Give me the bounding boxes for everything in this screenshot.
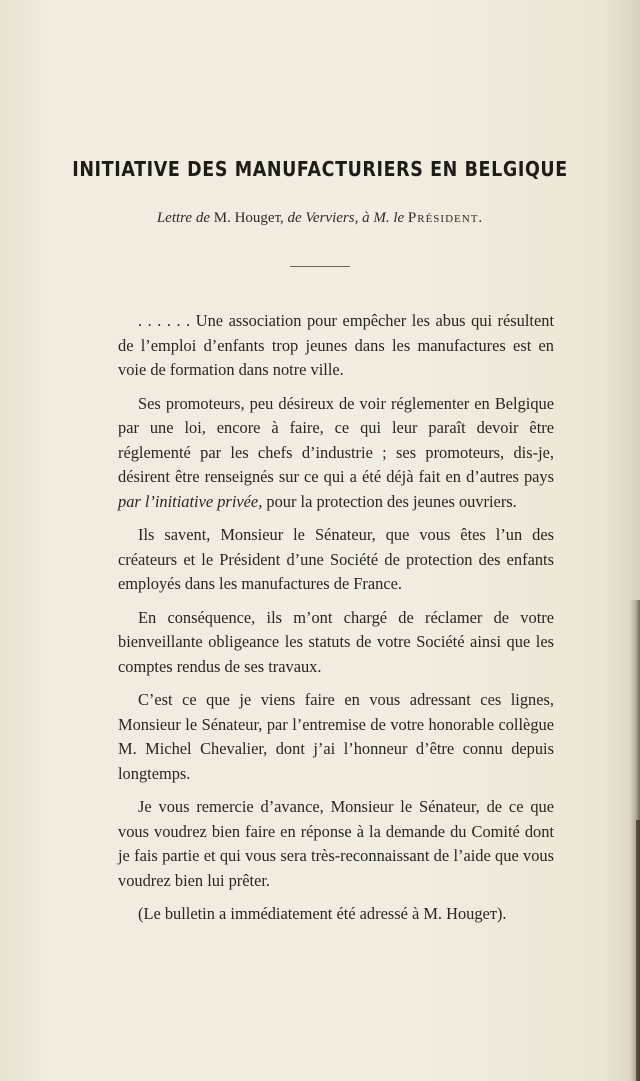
paragraph-4-text: En conséquence, ils m’ont chargé de réclamer de votre bienveillante obligeance les statuts de votre Société ainsi que les comptes rendus de ses travaux. <box>118 607 554 676</box>
paragraph-3-text: Ils savent, Monsieur le Sénateur, que vous êtes l’un des créateurs et le Président d’une Société de protection des enfants employés dans les manufactures de France. <box>118 525 554 593</box>
paragraph-6-text: Je vous remercie d’avance, Monsieur le Sénateur, de ce que vous voudrez bien faire en réponse à la demande du Comité dont je fais partie et qui vous sera très-reconnaissant de l’aide que vous voudrez bien lui prêter. <box>118 797 554 890</box>
letter-body <box>118 309 554 927</box>
subtitle-prefix: Lettre de <box>156 210 210 226</box>
section-divider <box>290 266 350 267</box>
paragraph-1-text: . . . . . . Une association pour empêcher les abus qui résultent de l’emploi d’enfants trop jeunes dans les manufactures est en voie de formation dans notre ville. <box>118 311 554 379</box>
document-subtitle <box>0 210 640 227</box>
paragraph-6 <box>118 795 554 893</box>
paragraph-5 <box>118 688 554 786</box>
subtitle-addressee: à M. le <box>362 210 405 226</box>
page-edge-binding <box>636 820 640 1081</box>
paragraph-5-text: C’est ce que je viens faire en vous adressant ces lignes, Monsieur le Sénateur, par l’entremise de votre honorable collègue M. Michel Chevalier, dont j’ai l’honneur d’être connu depuis longtemps. <box>118 690 554 783</box>
paragraph-2 <box>118 392 554 515</box>
paragraph-2-emphasis: par l’initiative privée, <box>118 491 263 511</box>
paragraph-2-text-end: pour la protection des jeunes ouvriers. <box>266 491 517 511</box>
paragraph-4 <box>118 606 554 680</box>
subtitle-author: M. Hougeт, <box>213 210 284 226</box>
paragraph-3 <box>118 523 554 597</box>
subtitle-location: de Verviers, <box>287 210 359 226</box>
paragraph-2-text: Ses promoteurs, peu désireux de voir réglementer en Belgique par une loi, encore à faire, ce qui leur paraît devoir être réglementé par les chefs d’industrie ; ses promoteurs, dis-je, désirent être renseignés sur ce qui a été déjà fait en d’autres pays <box>118 393 554 486</box>
document-title: INITIATIVE DES MANUFACTURIERS EN BELGIQUE <box>72 158 568 182</box>
paragraph-7 <box>118 902 554 927</box>
subtitle-addressee-title: Président. <box>407 210 484 226</box>
paragraph-1 <box>118 309 554 383</box>
paragraph-7-text: (Le bulletin a immédiatement été adressé à M. Hougeт). <box>138 904 507 923</box>
